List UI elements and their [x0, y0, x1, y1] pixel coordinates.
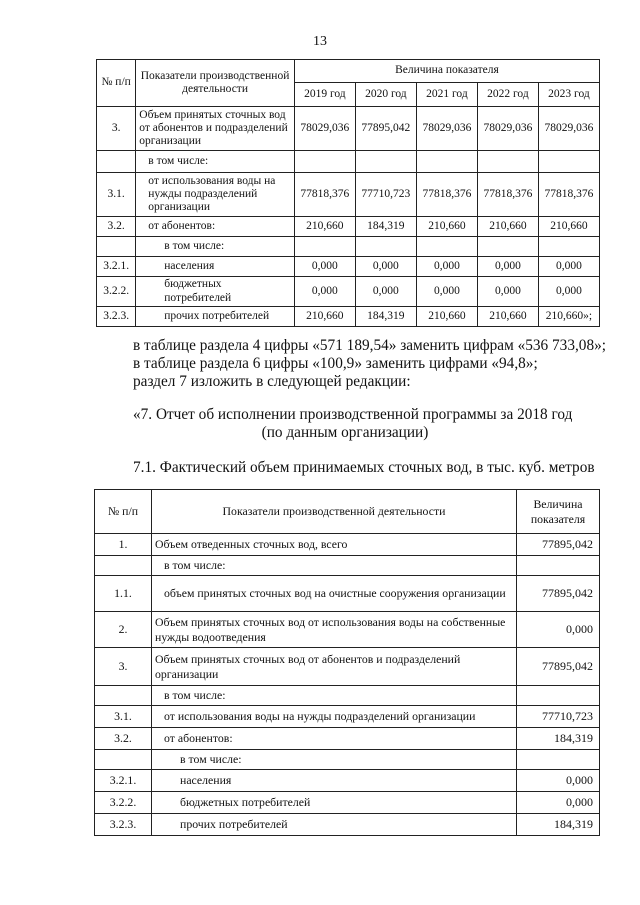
- row-label: бюджетных потребителей: [152, 792, 517, 814]
- paragraph-replace-section4: в таблице раздела 4 цифры «571 189,54» заменить цифрам «536 733,08»;: [133, 337, 606, 354]
- year-2019: 2019 год: [294, 83, 355, 107]
- row-num: 2.: [95, 612, 152, 648]
- header-num: № п/п: [97, 60, 136, 107]
- row-label: от абонентов:: [136, 217, 295, 237]
- cell-value: 210,660: [416, 217, 477, 237]
- cell-value: [517, 750, 600, 770]
- row-label: в том числе:: [136, 237, 295, 257]
- cell-value: 78029,036: [294, 107, 355, 151]
- cell-value: 0,000: [517, 612, 600, 648]
- row-label: в том числе:: [136, 151, 295, 173]
- cell-value: 78029,036: [416, 107, 477, 151]
- cell-value: 0,000: [538, 277, 599, 307]
- cell-value: 0,000: [477, 277, 538, 307]
- cell-value: 184,319: [517, 728, 600, 750]
- cell-value: 77895,042: [355, 107, 416, 151]
- table-row: [95, 686, 600, 706]
- cell-value: [538, 237, 599, 257]
- row-num: 3.2.3.: [97, 307, 136, 327]
- cell-value: 77818,376: [294, 173, 355, 217]
- row-num: [95, 750, 152, 770]
- row-label: населения: [136, 257, 295, 277]
- cell-value: [538, 151, 599, 173]
- row-label: Объем принятых сточных вод от абонентов и подразделений организации: [152, 648, 517, 686]
- table-row: [97, 237, 600, 257]
- row-label: от использования воды на нужды подразделений организации: [136, 173, 295, 217]
- year-2022: 2022 год: [477, 83, 538, 107]
- cell-value: [294, 151, 355, 173]
- cell-value: [517, 686, 600, 706]
- cell-value: 0,000: [477, 257, 538, 277]
- cell-value: 0,000: [355, 277, 416, 307]
- production-table-2019-2023: [96, 59, 600, 327]
- row-num: 3.2.3.: [95, 814, 152, 836]
- row-label: от использования воды на нужды подразделений организации: [152, 706, 517, 728]
- header-indicator: Показатели производственной деятельности: [136, 60, 295, 107]
- year-2020: 2020 год: [355, 83, 416, 107]
- row-num: [97, 237, 136, 257]
- actual-wastewater-table: [94, 489, 600, 836]
- row-num: 3.2.1.: [97, 257, 136, 277]
- cell-value: 77710,723: [355, 173, 416, 217]
- row-label: прочих потребителей: [136, 307, 295, 327]
- row-num: 3.1.: [97, 173, 136, 217]
- cell-value: 0,000: [416, 277, 477, 307]
- header-num: № п/п: [95, 490, 152, 534]
- cell-value: 0,000: [517, 792, 600, 814]
- cell-value: [355, 151, 416, 173]
- cell-value: [416, 151, 477, 173]
- row-label: в том числе:: [152, 750, 517, 770]
- row-label: в том числе:: [152, 556, 517, 576]
- cell-value: [517, 556, 600, 576]
- table-row: [95, 814, 600, 836]
- cell-value: 210,660: [294, 307, 355, 327]
- table-row: [95, 770, 600, 792]
- table-row: [95, 728, 600, 750]
- row-label: от абонентов:: [152, 728, 517, 750]
- row-label: Объем принятых сточных вод от абонентов и подразделений организации: [136, 107, 295, 151]
- section-subtitle: (по данным организации): [261, 424, 429, 441]
- cell-value: 0,000: [294, 277, 355, 307]
- page-number: 13: [313, 34, 327, 49]
- cell-value: 210,660: [477, 217, 538, 237]
- row-num: 3.2.2.: [95, 792, 152, 814]
- cell-value: 210,660»;: [538, 307, 599, 327]
- row-num: 3.2.: [95, 728, 152, 750]
- cell-value: 210,660: [477, 307, 538, 327]
- table-row: [97, 107, 600, 151]
- cell-value: [477, 237, 538, 257]
- row-num: 3.2.1.: [95, 770, 152, 792]
- cell-value: 0,000: [355, 257, 416, 277]
- row-num: 3.1.: [95, 706, 152, 728]
- row-num: [95, 686, 152, 706]
- cell-value: [416, 237, 477, 257]
- cell-value: 77818,376: [538, 173, 599, 217]
- row-num: 1.: [95, 534, 152, 556]
- cell-value: 0,000: [517, 770, 600, 792]
- cell-value: 0,000: [294, 257, 355, 277]
- table-row: [97, 217, 600, 237]
- cell-value: 184,319: [355, 307, 416, 327]
- row-label: прочих потребителей: [152, 814, 517, 836]
- table-row: [95, 576, 600, 612]
- table-row: [95, 534, 600, 556]
- header-indicator: Показатели производственной деятельности: [152, 490, 517, 534]
- table-row: [97, 173, 600, 217]
- year-2023: 2023 год: [538, 83, 599, 107]
- table-row: [95, 648, 600, 686]
- cell-value: [294, 237, 355, 257]
- row-num: 3.2.: [97, 217, 136, 237]
- subsection-title: 7.1. Фактический объем принимаемых сточных вод, в тыс. куб. метров: [133, 459, 595, 476]
- table-row: [97, 307, 600, 327]
- table-row: [97, 257, 600, 277]
- cell-value: 184,319: [517, 814, 600, 836]
- cell-value: [355, 237, 416, 257]
- cell-value: 210,660: [416, 307, 477, 327]
- row-num: 3.: [95, 648, 152, 686]
- cell-value: 77895,042: [517, 648, 600, 686]
- paragraph-replace-section6: в таблице раздела 6 цифры «100,9» заменить цифрами «94,8»;: [133, 355, 538, 372]
- cell-value: 210,660: [538, 217, 599, 237]
- row-label: в том числе:: [152, 686, 517, 706]
- row-num: 3.2.2.: [97, 277, 136, 307]
- table-row: [95, 612, 600, 648]
- row-label: Объем отведенных сточных вод, всего: [152, 534, 517, 556]
- cell-value: 0,000: [538, 257, 599, 277]
- cell-value: 77710,723: [517, 706, 600, 728]
- row-num: [97, 151, 136, 173]
- table-row: [97, 277, 600, 307]
- row-num: [95, 556, 152, 576]
- cell-value: 78029,036: [538, 107, 599, 151]
- cell-value: 77895,042: [517, 576, 600, 612]
- cell-value: 78029,036: [477, 107, 538, 151]
- header-value: Величина показателя: [294, 60, 599, 83]
- cell-value: 210,660: [294, 217, 355, 237]
- table-row: [95, 750, 600, 770]
- row-num: 3.: [97, 107, 136, 151]
- paragraph-section7-intro: раздел 7 изложить в следующей редакции:: [133, 373, 411, 390]
- table-row: [97, 151, 600, 173]
- row-label: объем принятых сточных вод на очистные сооружения организации: [152, 576, 517, 612]
- cell-value: 77895,042: [517, 534, 600, 556]
- year-2021: 2021 год: [416, 83, 477, 107]
- cell-value: 0,000: [416, 257, 477, 277]
- section-title: «7. Отчет об исполнении производственной программы за 2018 год: [133, 406, 573, 423]
- cell-value: 77818,376: [477, 173, 538, 217]
- cell-value: [477, 151, 538, 173]
- header-value: Величина показателя: [517, 490, 600, 534]
- table-row: [95, 556, 600, 576]
- row-label: населения: [152, 770, 517, 792]
- cell-value: 77818,376: [416, 173, 477, 217]
- row-num: 1.1.: [95, 576, 152, 612]
- row-label: Объем принятых сточных вод от использования воды на собственные нужды водоотведения: [152, 612, 517, 648]
- cell-value: 184,319: [355, 217, 416, 237]
- table-row: [95, 792, 600, 814]
- table-row: [95, 706, 600, 728]
- row-label: бюджетных потребителей: [136, 277, 295, 307]
